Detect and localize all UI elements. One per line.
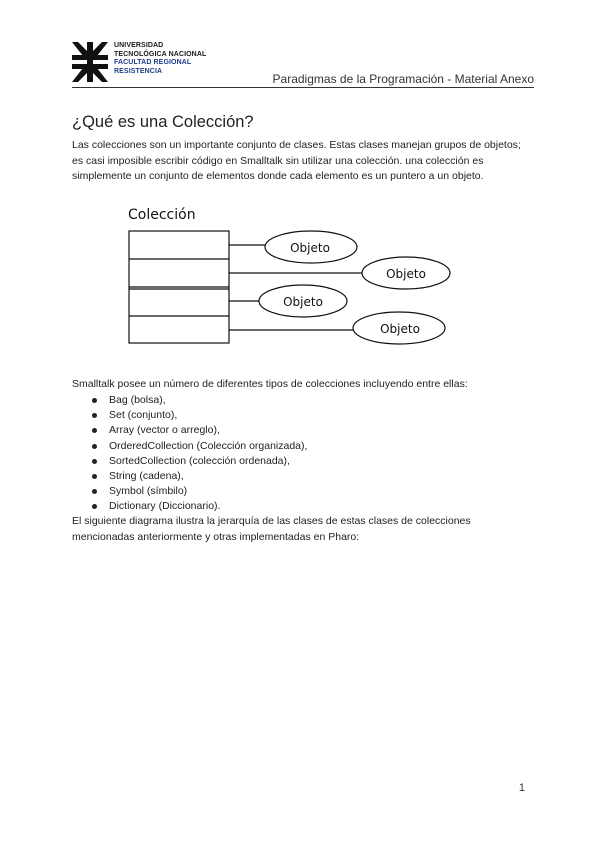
page-number: 1 xyxy=(518,782,525,794)
collection-types-list xyxy=(92,393,307,515)
list-item xyxy=(92,499,307,514)
list-item-text: Array (vector o arreglo), xyxy=(109,424,220,437)
list-item-text: Set (conjunto), xyxy=(109,409,178,422)
intro-paragraph: Las colecciones son un importante conjunto de clases. Estas clases manejan grupos de objetos; es casi imposible escribir código en Smalltalk sin utilizar una colección. una colección es simplemente un conjunto de elementos donde cada elemento es un puntero a un objeto. xyxy=(72,139,521,183)
bullet-icon xyxy=(92,398,97,403)
object-label: Objeto xyxy=(380,322,420,336)
object-label: Objeto xyxy=(290,241,330,255)
list-item-text: Bag (bolsa), xyxy=(109,394,166,406)
types-intro: Smalltalk posee un número de diferentes tipos de colecciones incluyendo entre ellas: xyxy=(72,378,468,390)
list-item xyxy=(92,454,307,469)
hierarchy-intro: El siguiente diagrama ilustra la jerarquía de las clases de estas clases de colecciones mencionadas anteriormente y otras implementadas en Pharo: xyxy=(72,515,471,543)
list-item xyxy=(92,469,307,484)
list-item-text: OrderedCollection (Colección organizada), xyxy=(109,439,308,452)
section-title: ¿Qué es una Colección? xyxy=(72,113,254,131)
list-item xyxy=(92,484,307,499)
institution-line: UNIVERSIDAD xyxy=(114,42,164,49)
bullet-icon xyxy=(92,459,97,464)
page-header xyxy=(72,40,534,88)
list-item xyxy=(92,439,307,454)
list-item-text: Dictionary (Diccionario). xyxy=(109,500,221,513)
object-label: Objeto xyxy=(283,295,323,309)
bullet-icon xyxy=(92,504,97,509)
diagram-title: Colección xyxy=(128,207,196,223)
document-title: Paradigmas de la Programación - Material Anexo xyxy=(272,72,534,86)
institution-line: FACULTAD REGIONAL xyxy=(114,59,192,67)
utn-logo-icon xyxy=(72,42,108,82)
list-item xyxy=(92,408,307,423)
list-item xyxy=(92,423,307,438)
collection-diagram xyxy=(125,203,455,353)
institution-line: TECNOLÓGICA NACIONAL xyxy=(114,50,207,58)
list-item-text: Symbol (símbilo) xyxy=(109,485,188,498)
header-divider xyxy=(72,87,534,88)
bullet-icon xyxy=(92,474,97,479)
object-label: Objeto xyxy=(386,267,426,281)
list-item-text: SortedCollection (colección ordenada), xyxy=(109,454,290,467)
institution-name xyxy=(114,42,206,76)
bullet-icon xyxy=(92,444,97,449)
institution-line: RESISTENCIA xyxy=(114,67,163,75)
bullet-icon xyxy=(92,428,97,433)
list-item xyxy=(92,393,307,408)
bullet-icon xyxy=(92,489,97,494)
list-item-text: String (cadena), xyxy=(109,470,184,483)
bullet-icon xyxy=(92,413,97,418)
